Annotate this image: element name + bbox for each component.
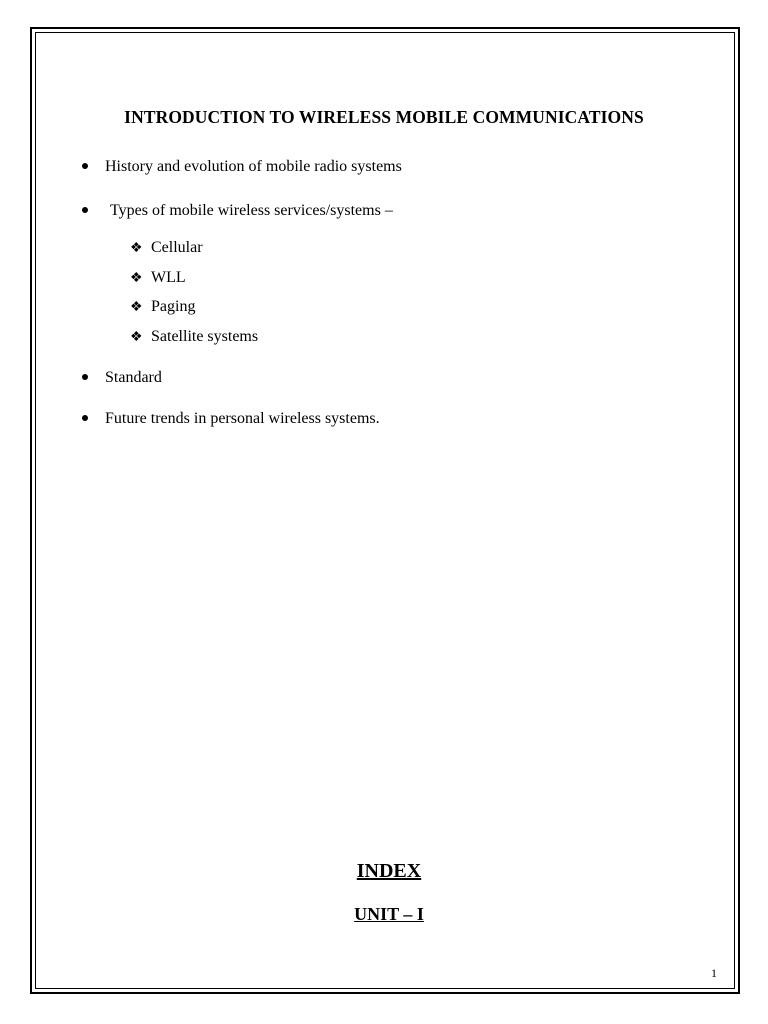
list-item-text: Future trends in personal wireless systems. [105, 410, 380, 427]
list-item-text: Types of mobile wireless services/systems – [110, 202, 393, 219]
sub-list-item [130, 327, 259, 348]
sub-list-item-text: Satellite systems [151, 328, 259, 345]
list-item [82, 157, 402, 177]
diamond-bullet-icon: ❖ [130, 330, 143, 345]
list-item [82, 368, 162, 388]
list-item [82, 409, 380, 429]
bullet-dot-icon [82, 163, 88, 169]
sub-list-item-text: WLL [151, 269, 186, 286]
unit-heading: UNIT – I [354, 904, 424, 924]
diamond-bullet-icon: ❖ [130, 271, 143, 286]
sub-list-item-text: Cellular [151, 239, 203, 256]
sub-list-item [130, 268, 186, 289]
diamond-bullet-icon: ❖ [130, 241, 143, 256]
list-item [82, 201, 393, 221]
list-item-text: Standard [105, 369, 162, 386]
page-title: INTRODUCTION TO WIRELESS MOBILE COMMUNICATIONS [124, 107, 644, 127]
bullet-dot-icon [82, 207, 88, 213]
index-heading: INDEX [356, 860, 422, 882]
list-item-text: History and evolution of mobile radio systems [105, 158, 402, 175]
bullet-dot-icon [82, 415, 88, 421]
bullet-dot-icon [82, 374, 88, 380]
sub-list-item [130, 297, 196, 318]
page-number: 1 [711, 966, 717, 980]
sub-list-item-text: Paging [151, 298, 196, 315]
sub-list-item [130, 238, 203, 259]
diamond-bullet-icon: ❖ [130, 300, 143, 315]
